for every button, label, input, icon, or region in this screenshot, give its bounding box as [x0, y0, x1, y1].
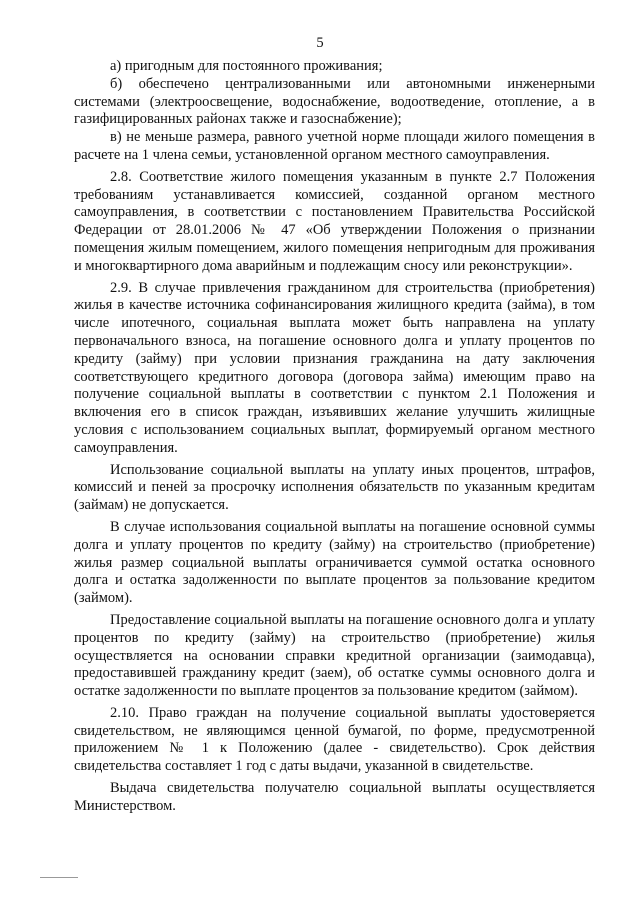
paragraph-section-2-10: 2.10. Право граждан на получение социальной выплаты удостоверяется свидетельством, не являющимся ценной бумагой, по форме, предусмотренной приложением № 1 к Положению (далее - свидетельство). Срок действия свидетельства составляет 1 год с даты выдачи, указанной в свидетельстве.: [74, 704, 595, 775]
paragraph-other-interest-prohibition: Использование социальной выплаты на уплату иных процентов, штрафов, комиссий и пеней за просрочку исполнения обязательств по указанным кредитам (займам) не допускается.: [74, 461, 595, 514]
paragraph-item-a: а) пригодным для постоянного проживания;: [110, 58, 383, 74]
document-body: [74, 58, 595, 820]
page-number: 5: [316, 35, 324, 51]
paragraph-certificate-issuance: Выдача свидетельства получателю социальной выплаты осуществляется Министерством.: [74, 780, 595, 814]
paragraph-section-2-9: 2.9. В случае привлечения гражданином для строительства (приобретения) жилья в качестве источника софинансирования жилищного кредита (займа), в том числе ипотечного, социальная выплата может быть направлена на уплату первоначального взноса, на погашение основного долга и уплату процентов по кредиту (займу) при условии признания гражданина на дату заключения соответствующего кредитного договора (договора займа) имеющим право на получение социальной выплаты в соответствии с пунктом 2.1 Положения и включения его в список граждан, изъявивших желание улучшить жилищные условия с использованием социальных выплат, формируемый органом местного самоуправления.: [74, 279, 595, 456]
paragraph-section-2-8: 2.8. Соответствие жилого помещения указанным в пункте 2.7 Положения требованиям устанавливается комиссией, созданной органом местного самоуправления, в соответствии с постановлением Правительства Российской Федерации от 28.01.2006 № 47 «Об утверждении Положения о признании помещения жилым помещением, жилого помещения непригодным для проживания и многоквартирного дома аварийным и подлежащим сносу или реконструкции».: [74, 168, 595, 274]
paragraph-item-v: в) не меньше размера, равного учетной норме площади жилого помещения в расчете на 1 члена семьи, установленной органом местного самоуправления.: [74, 129, 595, 163]
paragraph-bank-certificate: Предоставление социальной выплаты на погашение основного долга и уплату процентов по кредиту (займу) на строительство (приобретение) жилья осуществляется на основании справки кредитной организации (заимодавца), предоставившей гражданину кредит (заем), об остатке суммы основного долга и остатке задолженности по выплате процентов за пользование кредитом (займом).: [74, 611, 595, 700]
footer-divider: [40, 877, 78, 878]
paragraph-payment-limit: В случае использования социальной выплаты на погашение основной суммы долга и уплату процентов по кредиту (займу) на строительство (приобретение) жилья размер социальной выплаты ограничивается суммой остатка основного долга и остатка задолженности по выплате процентов за пользование кредитом (займом).: [74, 518, 595, 607]
paragraph-item-b: б) обеспечено централизованными или автономными инженерными системами (электроосвещение, водоснабжение, водоотведение, отопление, а в газифицированных районах также и газоснабжение);: [74, 75, 595, 128]
